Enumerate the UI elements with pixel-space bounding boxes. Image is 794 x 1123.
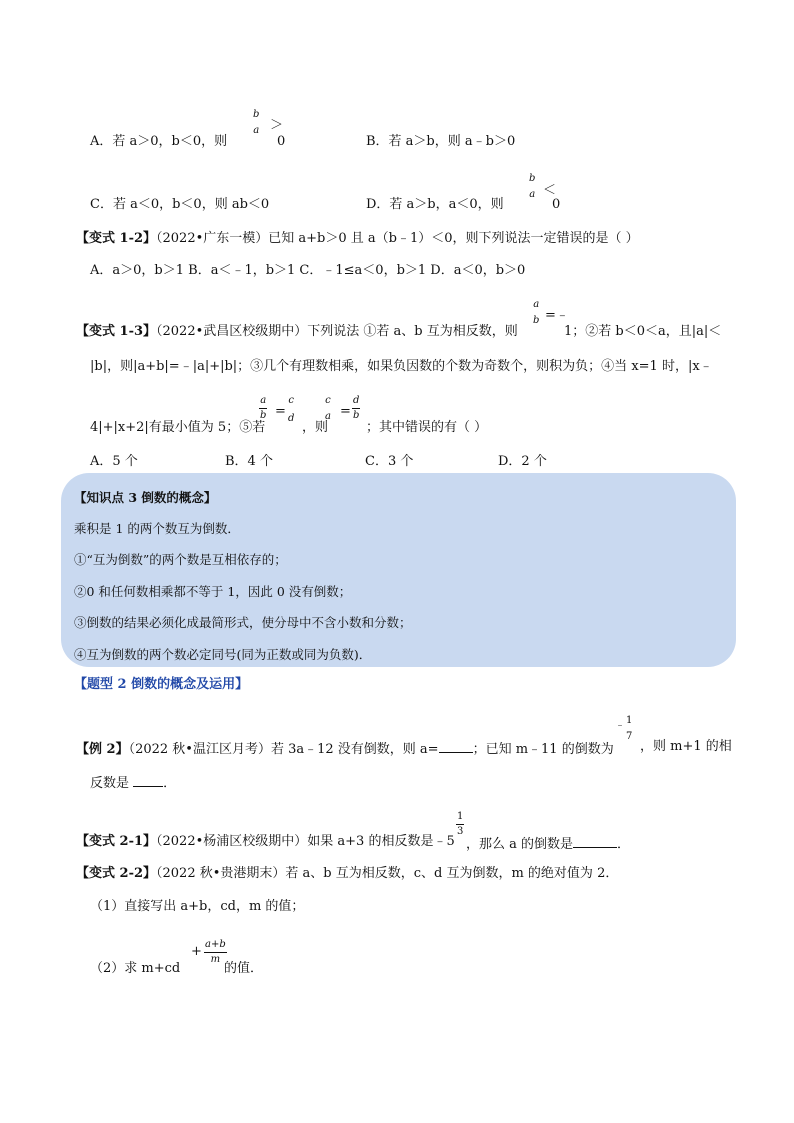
option-a-rel: ＞ — [270, 118, 284, 133]
v12-options: A．a＞0，b＞1 B．a＜﹣1，b＞1 C．﹣1≤a＜0，b＞1 D．a＜0，b＞0 — [90, 263, 526, 278]
v13-line2: |b|，则|a+b|=﹣|a|+|b|；③几个有理数相乘，如果负因数的个数为奇数个，则积为负；④当 x=1 时，|x﹣ — [90, 359, 713, 374]
v13-line3-end: ；其中错误的有（ ） — [366, 420, 488, 435]
v13-eq2: = — [340, 404, 351, 419]
knowledge-title: 【知识点 3 倒数的概念】 — [74, 490, 217, 505]
v13-fraction-c-a: c a — [325, 395, 331, 422]
option-a: A．若 a＞0，b＜0，则 — [90, 134, 228, 149]
v13-line1-end: 1；②若 b＜0＜a，且|a|＜ — [564, 324, 722, 339]
v13-fraction-a-over-b: a b — [533, 299, 540, 326]
knowledge-line-3: ②0 和任何数相乘都不等于 1，因此 0 没有倒数； — [74, 584, 352, 599]
v22-fraction: a+b m — [205, 939, 226, 965]
fraction-b-over-a: b a — [253, 109, 260, 136]
type2-title: 【题型 2 倒数的概念及运用】 — [74, 677, 249, 692]
v13-opt-c: C．3 个 — [365, 454, 414, 469]
v22-text: 【变式 2-2】（2022 秋•贵港期末）若 a、b 互为相反数，c、d 互为倒数，m 的绝对值为 2． — [76, 866, 619, 881]
fraction-b-over-a-d: b a — [529, 173, 536, 200]
option-a-rhs: 0 — [277, 134, 286, 149]
v13-opt-a: A．5 个 — [90, 454, 138, 469]
option-d: D．若 a＞b，a＜0，则 — [366, 197, 504, 212]
v13-opt-b: B．4 个 — [225, 454, 273, 469]
v13-f1-rhs: =﹣ — [545, 308, 569, 323]
v21-end: ，那么 a 的倒数是 ． — [466, 837, 631, 852]
v13-line1: 【变式 1-3】（2022•武昌区校级期中）下列说法 ①若 a、b 互为相反数，则 — [76, 324, 518, 339]
option-c: C．若 a＜0，b＜0，则 ab＜0 — [90, 197, 270, 212]
v12-question: 【变式 1-2】（2022•广东一模）已知 a+b＞0 且 a（b﹣1）＜0，则下列说法一定错误的是（ ） — [76, 231, 639, 246]
v13-fraction-a-b: a b — [260, 395, 267, 421]
knowledge-line-1: 乘积是 1 的两个数互为倒数． — [74, 521, 240, 536]
v21-fraction: 1 3 — [457, 811, 464, 837]
v13-fraction-d-b: d b — [353, 395, 360, 421]
v13-line3: 4|+|x+2|有最小值为 5；⑤若 — [90, 420, 266, 435]
ex2-neg: ﹣ — [615, 720, 625, 731]
v22-part1: （1）直接写出 a+b，cd，m 的值； — [90, 899, 305, 914]
ex2-line1: 【例 2】（2022 秋•温江区月考）若 3a﹣12 没有倒数，则 a= ；已知 m﹣11 的倒数为 — [76, 742, 614, 757]
v13-eq1: = — [275, 404, 286, 419]
option-d-rhs: 0 — [552, 197, 561, 212]
knowledge-line-5: ④互为倒数的两个数必定同号(同为正数或同为负数)． — [74, 647, 372, 662]
v21-text: 【变式 2-1】（2022•杨浦区校级期中）如果 a+3 的相反数是﹣5 — [76, 834, 455, 849]
ex2-fraction: 1 7 — [626, 715, 633, 742]
v13-fraction-c-d: c d — [288, 395, 295, 424]
knowledge-line-2: ①“互为倒数”的两个数是互相依存的； — [74, 552, 287, 567]
v22-part2: （2）求 m+cd — [90, 961, 181, 976]
ex2-line2: 反数是 ． — [90, 776, 177, 791]
option-d-rel: ＜ — [543, 183, 557, 198]
v22-plus: + — [191, 944, 202, 959]
knowledge-line-4: ③倒数的结果必须化成最简形式，使分母中不含小数和分数； — [74, 615, 412, 630]
v22-part2-end: 的值． — [224, 961, 264, 976]
v13-then: ，则 — [302, 420, 329, 435]
ex2-end: ，则 m+1 的相 — [640, 739, 732, 754]
v13-opt-d: D．2 个 — [498, 454, 547, 469]
option-b: B．若 a＞b，则 a﹣b＞0 — [366, 134, 516, 149]
